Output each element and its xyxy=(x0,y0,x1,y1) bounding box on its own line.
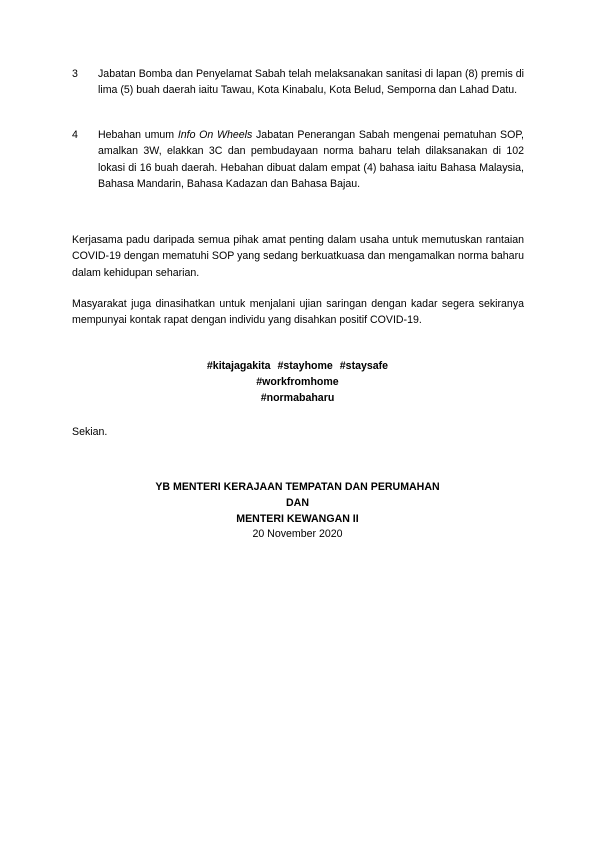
signature-title-2: MENTERI KEWANGAN II xyxy=(236,513,359,525)
numbered-item-3 xyxy=(72,66,524,99)
signature-conjunction: DAN xyxy=(286,497,309,509)
hashtag: #staysafe xyxy=(339,360,389,372)
paragraph-screening: Masyarakat juga dinasihatkan untuk menjalani ujian saringan dengan kadar segera sekiranya mempunyai kontak rapat dengan individu yang disahkan positif COVID-19. xyxy=(72,298,524,327)
hashtag: #stayhome xyxy=(277,360,333,372)
item-text-before: Hebahan umum xyxy=(98,129,178,141)
closing-text: Sekian. xyxy=(72,426,108,438)
signature-date: 20 November 2020 xyxy=(252,528,343,540)
hashtag: #kitajagakita xyxy=(206,360,271,372)
numbered-item-4 xyxy=(72,127,524,192)
hashtags-line-2: #workfromhome xyxy=(256,376,339,388)
item-text xyxy=(98,127,524,192)
hashtags-line-1 xyxy=(0,358,595,374)
item-number: 3 xyxy=(72,68,78,80)
hashtags-line-3: #normabaharu xyxy=(260,392,335,404)
item-number: 4 xyxy=(72,129,78,141)
signature-title-1: YB MENTERI KERAJAAN TEMPATAN DAN PERUMAHAN xyxy=(155,481,440,493)
item-text-italic: Info On Wheels xyxy=(177,129,253,141)
item-text: Jabatan Bomba dan Penyelamat Sabah telah melaksanakan sanitasi di lapan (8) premis di lima (5) buah daerah iaitu Tawau, Kota Kinabalu, Kota Belud, Semporna dan Lahad Datu. xyxy=(98,68,524,97)
item-text-after: Jabatan Penerangan Sabah mengenai pematuhan SOP, amalkan 3W, elakkan 3C dan pembudayaan norma baharu telah dilaksanakan di 102 lokasi di 16 buah daerah. Hebahan dibuat dalam empat (4) bahasa iaitu Bahasa Malaysia, Bahasa Mandarin, Bahasa Kadazan dan Bahasa Bajau. xyxy=(98,129,524,190)
paragraph-cooperation: Kerjasama padu daripada semua pihak amat penting dalam usaha untuk memutuskan rantaian COVID-19 dengan mematuhi SOP yang sedang berkuatkuasa dan mengamalkan norma baharu dalam kehidupan seharian. xyxy=(72,234,524,279)
